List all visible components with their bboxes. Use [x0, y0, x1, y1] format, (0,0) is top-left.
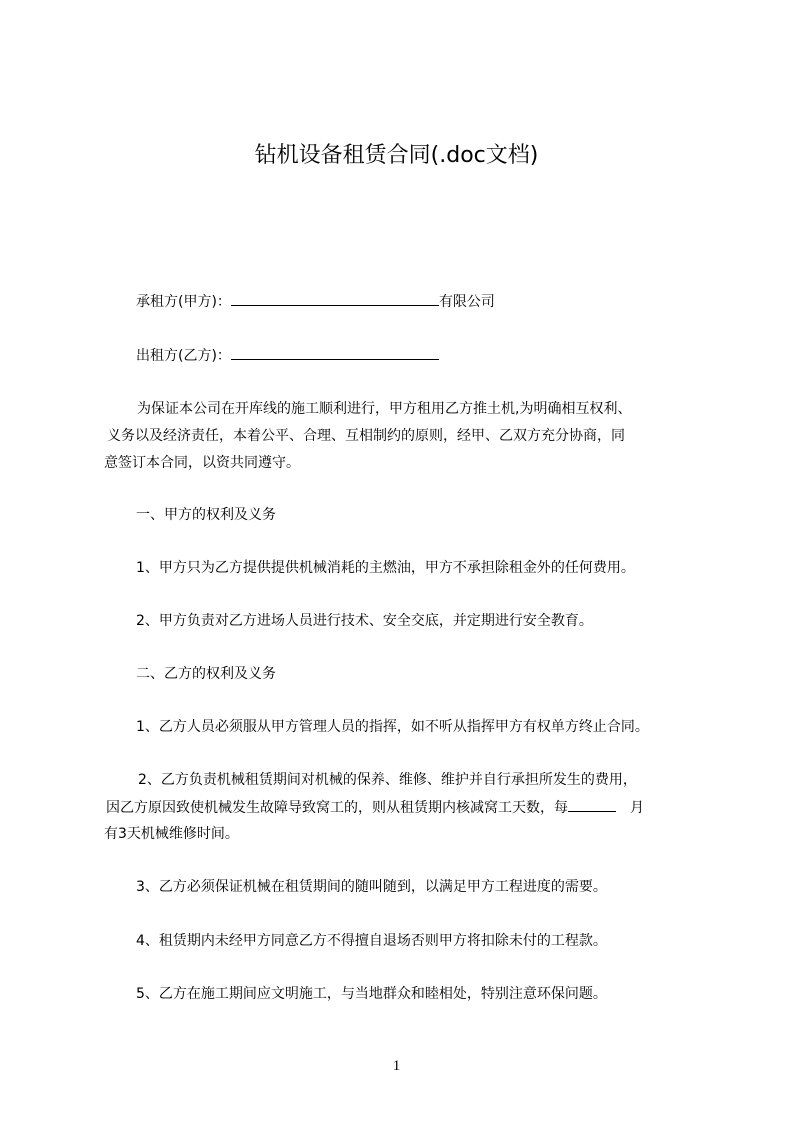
- section-2-item-3: 3、乙方必须保证机械在租赁期间的随叫随到，以满足甲方工程进度的需要。: [136, 879, 607, 895]
- section-1-heading: 一、甲方的权利及义务: [136, 507, 276, 523]
- section-2-item-4: 4、租赁期内未经甲方同意乙方不得擅自退场否则甲方将扣除未付的工程款。: [136, 933, 607, 949]
- section-2-heading: 二、乙方的权利及义务: [136, 666, 276, 682]
- item-2-line-2-suffix: 月: [630, 800, 644, 816]
- lessee-label: 承租方(甲方)：: [136, 294, 231, 310]
- intro-line-2: 义务以及经济责任，本着公平、合理、互相制约的原则，经甲、乙双方充分协商，同: [107, 428, 625, 444]
- section-2-item-2-line-1: 2、乙方负责机械租赁期间对机械的保养、维修、维护并自行承担所发生的费用，: [138, 772, 637, 788]
- item-2-line-2-text: 因乙方原因致使机械发生故障导致窝工的，则从租赁期内核减窝工天数，每: [106, 800, 568, 816]
- section-2-item-2-line-2: [106, 797, 644, 818]
- intro-line-1: 为保证本公司在开库线的施工顺利进行，甲方租用乙方推土机,为明确相互权利、: [137, 401, 632, 417]
- document-title: 钻机设备租赁合同(.doc文档): [254, 143, 539, 168]
- page-number: 1: [392, 1058, 401, 1074]
- lessee-blank: [231, 291, 439, 306]
- lessee-suffix: 有限公司: [438, 294, 495, 310]
- lessor-blank: [231, 345, 439, 360]
- section-1-item-1: 1、甲方只为乙方提供提供机械消耗的主燃油，甲方不承担除租金外的任何费用。: [136, 560, 635, 576]
- lessor-line: [136, 345, 439, 366]
- section-1-item-2: 2、甲方负责对乙方进场人员进行技术、安全交底，并定期进行安全教育。: [136, 613, 593, 629]
- months-blank: [568, 797, 616, 812]
- section-2-item-1: 1、乙方人员必须服从甲方管理人员的指挥，如不听从指挥甲方有权单方终止合同。: [136, 719, 649, 735]
- lessor-label: 出租方(乙方)：: [136, 348, 231, 364]
- lessee-line: [136, 291, 495, 312]
- section-2-item-5: 5、乙方在施工期间应文明施工，与当地群众和睦相处，特别注意环保问题。: [136, 986, 607, 1002]
- section-2-item-2-line-3: 有3天机械维修时间。: [104, 826, 239, 842]
- intro-line-3: 意签订本合同，以资共同遵守。: [104, 455, 300, 471]
